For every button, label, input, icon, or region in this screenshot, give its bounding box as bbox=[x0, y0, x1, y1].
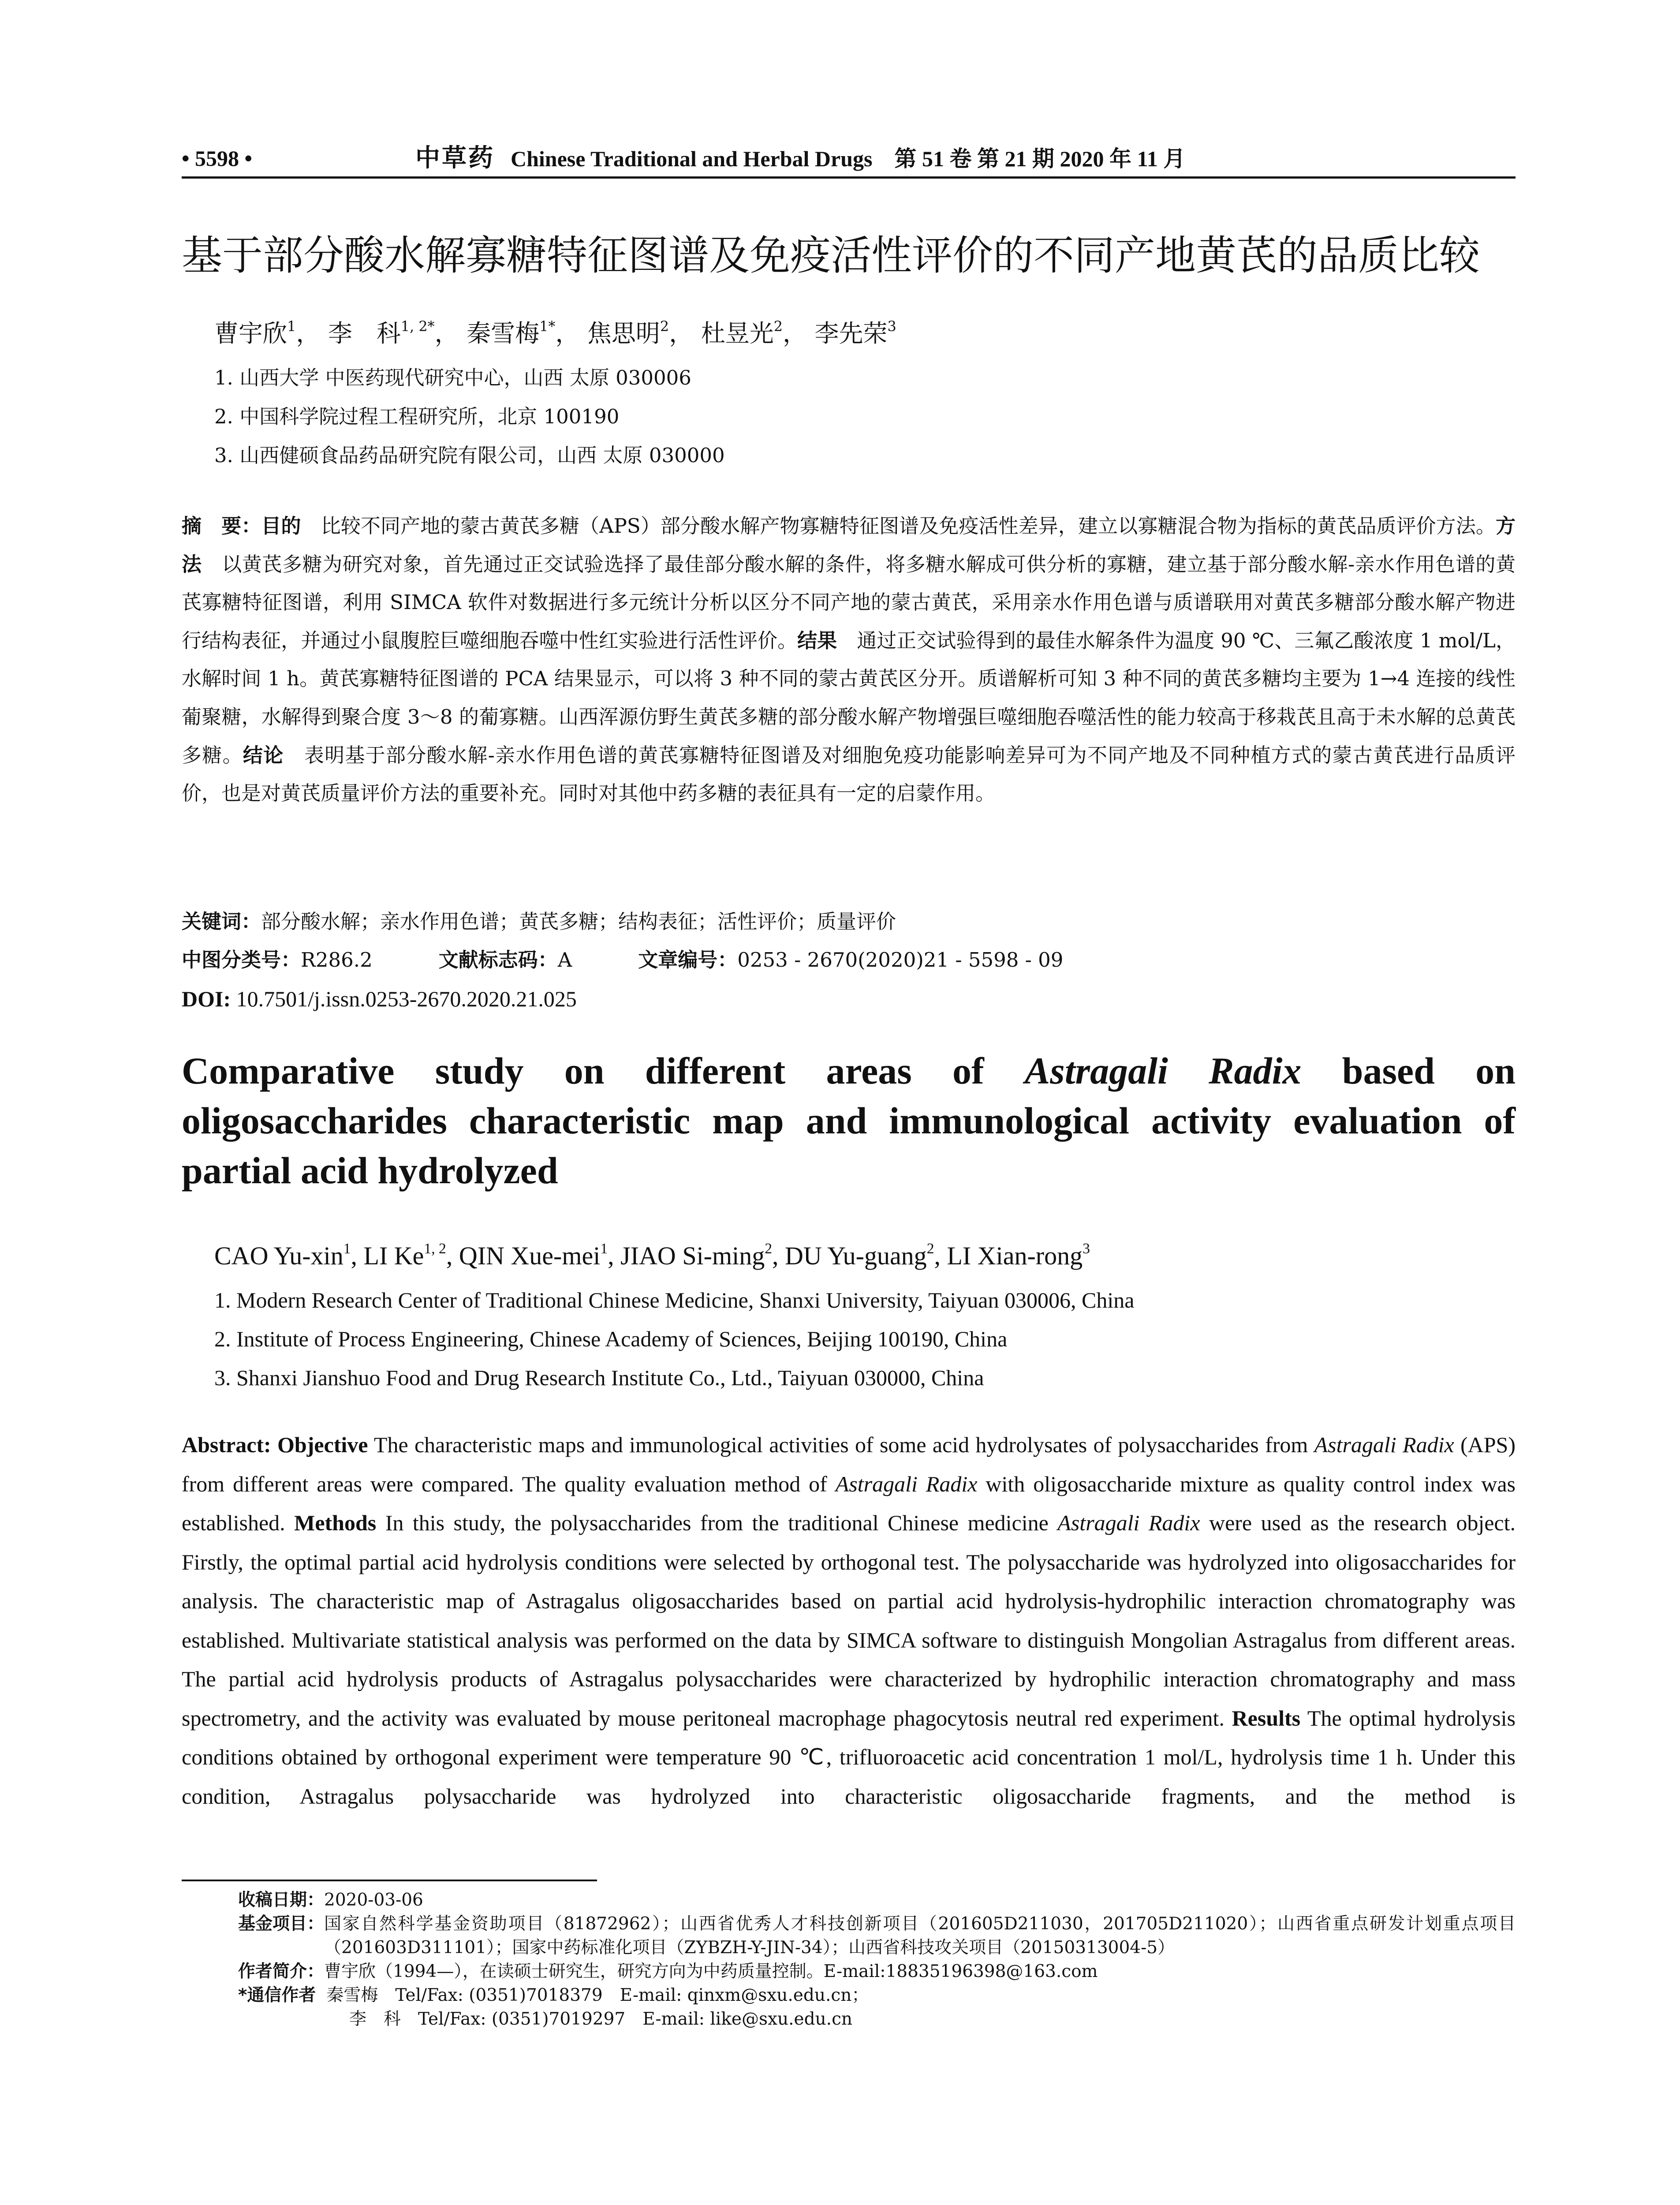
doi-value: 10.7501/j.issn.0253-2670.2020.21.025 bbox=[231, 987, 577, 1011]
author-name: CAO Yu-xin bbox=[214, 1241, 343, 1270]
author-sep: , bbox=[608, 1241, 621, 1270]
conclusion-label: 结论 bbox=[243, 743, 284, 767]
author-sep: , bbox=[351, 1241, 364, 1270]
author-sep: ， bbox=[783, 319, 807, 348]
author-sup: 1 bbox=[287, 318, 296, 335]
chinese-affiliation-3: 3. 山西健硕食品药品研究院有限公司，山西 太原 030000 bbox=[214, 444, 725, 467]
english-title-line-1 bbox=[182, 1046, 1516, 1096]
results-text: 通过正交试验得到的最佳水解条件为温度 90 ℃、三氟乙酸浓度 1 mol/L，水解时间 1 h。黄芪寡糖特征图谱的 PCA 结果显示，可以将 3 种不同的蒙古黄芪区分开。质谱解析可知 3 种不同的黄芪多糖均主要为 1→4 连接的线性葡聚糖，水解得到聚合度 3～8 的葡寡糖。山西浑源仿野生黄芪多糖的部分酸水解产物增强巨噬细胞吞噬活性的能力较高于移栽芪且高于未水解的总黄芪多糖。 bbox=[182, 628, 1516, 767]
footnote-text: 李 科 Tel/Fax: (0351)7019297 E-mail: like@sxu.edu.cn bbox=[349, 2009, 853, 2029]
footnote-correspondence-2 bbox=[182, 2007, 1516, 2031]
title-italic-species: Astragali Radix bbox=[1024, 1050, 1302, 1092]
running-header bbox=[182, 140, 1516, 179]
abstract-text: were used as the research object. Firstly, the optimal partial acid hydrolysis conditions were selected by orthogonal test. The polysaccharide was hydrolyzed into oligosaccharides for analysis. The characteristic map of Astragalus oligosaccharides based on partial acid hydrolysis-hydrophilic interaction chromatography was established. Multivariate statistical analysis was performed on the data by SIMCA software to distinguish Mongolian Astragalus from different areas. The partial acid hydrolysis products of Astragalus polysaccharides were characterized by hydrophilic interaction chromatography and mass spectrometry, and the activity was evaluated by mouse peritoneal macrophage phagocytosis neutral red experiment. bbox=[182, 1510, 1516, 1730]
author-sep: , bbox=[934, 1241, 947, 1270]
footnote-label: 基金项目： bbox=[238, 1914, 325, 1934]
author-name: QIN Xue-mei bbox=[459, 1241, 601, 1270]
author-sup: 2 bbox=[926, 1240, 934, 1257]
author-name: LI Ke bbox=[363, 1241, 424, 1270]
english-abstract bbox=[182, 1425, 1516, 1816]
english-affiliation-1: 1. Modern Research Center of Traditional Chinese Medicine, Shanxi University, Taiyuan 030006, China bbox=[214, 1288, 1135, 1312]
abstract-text: The characteristic maps and immunological activities of some acid hydrolysates of polysaccharides from bbox=[368, 1432, 1314, 1457]
journal-name-en: Chinese Traditional and Herbal Drugs bbox=[511, 146, 873, 171]
footnote-rule bbox=[182, 1880, 597, 1881]
journal-name-cn: 中草药 bbox=[415, 145, 495, 172]
author-sup: 3 bbox=[1083, 1240, 1090, 1257]
classification-line bbox=[182, 942, 1516, 978]
author-sep: ， bbox=[555, 319, 580, 348]
footnote-text: 秦雪梅 Tel/Fax: (0351)7018379 E-mail: qinxm@sxu.edu.cn； bbox=[326, 1985, 869, 2005]
english-affiliation-3: 3. Shanxi Jianshuo Food and Drug Research Institute Co., Ltd., Taiyuan 030000, China bbox=[214, 1365, 984, 1390]
english-authors bbox=[214, 1238, 1493, 1274]
methods-label: 方法 bbox=[182, 514, 1516, 576]
author-name: 李先荣 bbox=[814, 319, 888, 348]
author-sup: 1 bbox=[600, 1240, 608, 1257]
article-no-value: 0253 - 2670(2020)21 - 5598 - 09 bbox=[737, 948, 1064, 972]
footnote-received bbox=[182, 1888, 1516, 1912]
footnote-label: 收稿日期： bbox=[238, 1890, 325, 1910]
footnote-author bbox=[182, 1960, 1516, 1984]
author-sup: 2 bbox=[660, 318, 669, 335]
english-title bbox=[182, 1046, 1516, 1196]
abstract-italic: Astragali Radix bbox=[1314, 1432, 1454, 1457]
objective-label: Objective bbox=[271, 1432, 368, 1457]
chinese-abstract bbox=[182, 507, 1516, 813]
article-no-label: 文章编号： bbox=[638, 948, 738, 972]
chinese-affiliation-2: 2. 中国科学院过程工程研究所，北京 100190 bbox=[214, 405, 620, 428]
author-name: 杜昱光 bbox=[701, 319, 774, 348]
author-sep: ， bbox=[296, 319, 321, 348]
footnote-text: 国家自然科学基金资助项目（81872962）；山西省优秀人才科技创新项目（201605D211030，201705D211020）；山西省重点研发计划重点项目（201603D311101）；国家中药标准化项目（ZYBZH-Y-JIN-34）；山西省科技攻关项目（20150313004-5） bbox=[324, 1914, 1516, 1958]
english-affiliation-2: 2. Institute of Process Engineering, Chinese Academy of Sciences, Beijing 100190, China bbox=[214, 1327, 1008, 1351]
conclusion-text: 表明基于部分酸水解-亲水作用色谱的黄芪寡糖特征图谱及对细胞免疫功能影响差异可为不同产地及不同种植方式的蒙古黄芪进行品质评价，也是对黄芪质量评价方法的重要补充。同时对其他中药多糖的表征具有一定的启蒙作用。 bbox=[182, 743, 1516, 805]
objective-text: 比较不同产地的蒙古黄芪多糖（APS）部分酸水解产物寡糖特征图谱及免疫活性差异，建立以寡糖混合物为指标的黄芪品质评价方法。 bbox=[301, 514, 1496, 538]
abstract-label: Abstract: bbox=[182, 1432, 271, 1457]
page-number: • 5598 • bbox=[182, 146, 253, 171]
author-name: 曹宇欣 bbox=[214, 319, 287, 348]
author-sup: 3 bbox=[887, 318, 896, 335]
author-name: JIAO Si-ming bbox=[620, 1241, 765, 1270]
author-sup: 1 bbox=[343, 1240, 351, 1257]
author-sep: , bbox=[446, 1241, 459, 1270]
author-sep: ， bbox=[434, 319, 459, 348]
footnote-fund bbox=[182, 1912, 1516, 1960]
english-title-line-3: partial acid hydrolyzed bbox=[182, 1149, 558, 1192]
keywords-line bbox=[182, 904, 1516, 939]
author-name: LI Xian-rong bbox=[947, 1241, 1083, 1270]
doccode-label: 文献标志码： bbox=[438, 948, 558, 972]
objective-label: 目的 bbox=[261, 514, 301, 538]
abstract-text: The optimal hydrolysis conditions obtained by orthogonal experiment were temperature 90 ℃, trifluoroacetic acid concentration 1 mol/L, hydrolysis time 1 h. Under this condition, Astragalus polysaccharide was hydrolyzed into characteristic oligosaccharide fragments, and the method is bbox=[182, 1705, 1516, 1809]
doi-label: DOI: bbox=[182, 987, 231, 1011]
author-sup: 1, 2* bbox=[400, 318, 435, 335]
footnote-label: *通信作者 bbox=[238, 1985, 316, 2005]
footnote-correspondence bbox=[182, 1984, 1516, 2007]
keywords-text: 部分酸水解；亲水作用色谱；黄芪多糖；结构表征；活性评价；质量评价 bbox=[261, 910, 896, 933]
title-text: Comparative study on different areas of bbox=[182, 1050, 984, 1092]
footnote-label: 作者简介： bbox=[238, 1962, 325, 1981]
author-sup: 2 bbox=[773, 318, 783, 335]
clc-value: R286.2 bbox=[301, 948, 373, 972]
abstract-italic: Astragali Radix bbox=[835, 1471, 978, 1496]
issue-info: 第 51 卷 第 21 期 2020 年 11 月 bbox=[894, 146, 1186, 171]
author-name: 秦雪梅 bbox=[467, 319, 540, 348]
results-label: 结果 bbox=[797, 628, 837, 652]
journal-running-title bbox=[415, 140, 1185, 177]
abstract-italic: Astragali Radix bbox=[1057, 1510, 1200, 1535]
author-sep: ， bbox=[669, 319, 694, 348]
author-sep: , bbox=[772, 1241, 785, 1270]
chinese-affiliation-1: 1. 山西大学 中医药现代研究中心，山西 太原 030006 bbox=[214, 366, 691, 389]
clc-label: 中图分类号： bbox=[182, 948, 301, 972]
abstract-text: In this study, the polysaccharides from the traditional Chinese medicine bbox=[376, 1510, 1058, 1535]
author-sup: 1, 2 bbox=[424, 1240, 446, 1257]
abstract-text: with oligosaccharide mixture as quality control index was established. bbox=[182, 1471, 1516, 1535]
doi-line bbox=[182, 981, 1516, 1017]
chinese-authors bbox=[214, 316, 1449, 351]
author-name: 焦思明 bbox=[587, 319, 660, 348]
footnote-text: 2020-03-06 bbox=[324, 1890, 423, 1910]
keywords-label: 关键词： bbox=[182, 910, 261, 933]
abstract-text: (APS) from different areas were compared. The quality evaluation method of bbox=[182, 1432, 1516, 1496]
results-label: Results bbox=[1232, 1705, 1301, 1730]
methods-label: Methods bbox=[294, 1510, 377, 1535]
title-text: based on bbox=[1342, 1050, 1516, 1092]
abstract-label: 摘 要： bbox=[182, 514, 261, 538]
footnotes bbox=[182, 1888, 1516, 2031]
author-sup: 2 bbox=[765, 1240, 773, 1257]
footnote-text: 曹宇欣（1994—），在读硕士研究生，研究方向为中药质量控制。E-mail:18835196398@163.com bbox=[324, 1962, 1098, 1981]
author-name: DU Yu-guang bbox=[785, 1241, 927, 1270]
author-name: 李 科 bbox=[328, 319, 401, 348]
methods-text: 以黄芪多糖为研究对象，首先通过正交试验选择了最佳部分酸水解的条件，将多糖水解成可供分析的寡糖，建立基于部分酸水解-亲水作用色谱的黄芪寡糖特征图谱，利用 SIMCA 软件对数据进行多元统计分析以区分不同产地的蒙古黄芪，采用亲水作用色谱与质谱联用对黄芪多糖部分酸水解产物进行结构表征，并通过小鼠腹腔巨噬细胞吞噬中性红实验进行活性评价。 bbox=[182, 552, 1516, 652]
chinese-title: 基于部分酸水解寡糖特征图谱及免疫活性评价的不同产地黄芪的品质比较 bbox=[182, 232, 1480, 279]
author-sup: 1* bbox=[539, 318, 556, 335]
english-title-line-2: oligosaccharides characteristic map and immunological activity evaluation of bbox=[182, 1099, 1516, 1142]
doccode-value: A bbox=[557, 948, 572, 972]
